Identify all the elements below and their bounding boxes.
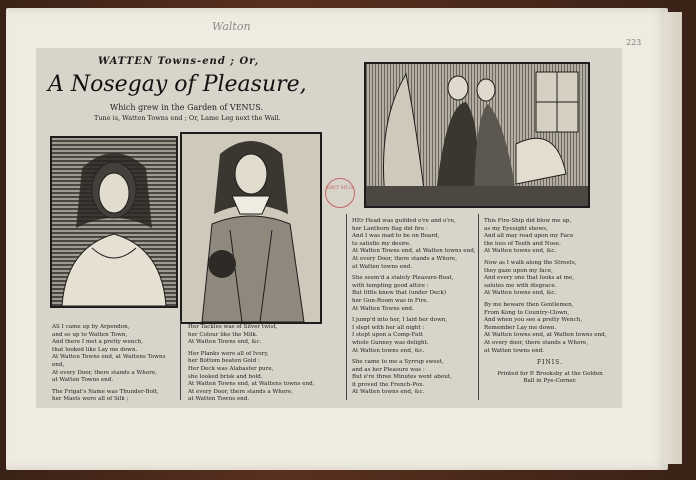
stanza: She came to me a Syrrup sweet, and as her Pleasure was : But e're three Minutes went about, it proved the French-Pox. At Watten towns end, &c. [352, 359, 452, 396]
tune-line: Tune is, Watten Towns end ; Or, Lame Leg next the Wall. [94, 114, 281, 122]
stanza: I jump'd into her, I laid her down, I slept with her all night : I stept upon a Comp-Fatt whole Gunney was delight. At Watten towns end, &c. [352, 317, 448, 354]
stanza: AS I came up by Arpendon, and so up to Watten Town, And there I met a pretty wench, that looked like Lay me down. At Watten Towns end, at Wattens Towns end, At every Door, there stands a Whore, at Watten Towns end. [52, 324, 166, 384]
stanza: Her Planks were all of Ivory, her Bottom beaten Gold : Her Deck was Alabaster pure, she looked brisk and bold. At Watten Towns end, at Wattens towns end, At every Door, there stands a Whore, at Watten Towns end. [188, 350, 315, 403]
stanza: By me beware then Gentlemen, From Kong to Country-Clown, And when you see a pretty Wench, Remember Lay me down. At Watten towns end, at Watten towns end, At every door, there stands a Whore, at Watten towns end. [484, 301, 607, 354]
finis-label: FINIS. [537, 359, 563, 367]
woodcut-gentleman [180, 132, 322, 324]
column-rule [478, 214, 479, 400]
page-edge [664, 12, 682, 464]
column-rule [346, 214, 347, 400]
verse-column-4 [484, 218, 616, 390]
page-number: 223 [626, 38, 642, 47]
verse-column-2 [188, 324, 338, 408]
imprint: Printed for P. Brooksby at the Golden Ball in Pye-Corner. [497, 370, 603, 385]
stanza: Her Tackles was of Silver twist, her Colour like the Milk. At Watten Towns end, &c. [188, 324, 278, 346]
margin-note: Walton [212, 20, 251, 33]
woodcut-woman [50, 136, 178, 308]
subtitle: Which grew in the Garden of VENUS. [110, 103, 264, 112]
main-title: A Nosegay of Pleasure, [48, 72, 307, 97]
verse-column-3 [352, 218, 476, 401]
stanza: She seem'd a stately Pleasure-Boat, with tempting good attire : But little knew that (under Deck) her Gun-Room was in Fire. At Watten Towns end. [352, 275, 454, 312]
library-stamp: BRIT MUS [325, 178, 355, 208]
title-line: WATTEN Towns-end ; Or, [98, 56, 260, 67]
stanza: This Fire-Ship did blow me up, as my Eyesight shows, And all may read upon my Face the loss of Teeth and Nose. At Watten towns end, &c. [484, 218, 574, 255]
woodcut-couple-scene [364, 62, 590, 208]
stanza: HEr Head was guilded o're and o're, her Lanthorn flag did fire : And I was mad to be on Board, to satisfie my desire. At Watten Towns end, at Watten towns end, At every Door, there stands a Whore, at Watten towns end. [352, 218, 476, 270]
stanza: Now as I walk along the Streets, they gaze upon my face, And every one that looks at me, salutes me with disgrace. At Watten towns end, &c. [484, 259, 577, 297]
column-rule [180, 320, 181, 400]
stanza: The Frigat's Name was Thunder-Bolt, her Masts were all of Silk ; [52, 388, 159, 403]
verse-column-1 [52, 324, 178, 408]
